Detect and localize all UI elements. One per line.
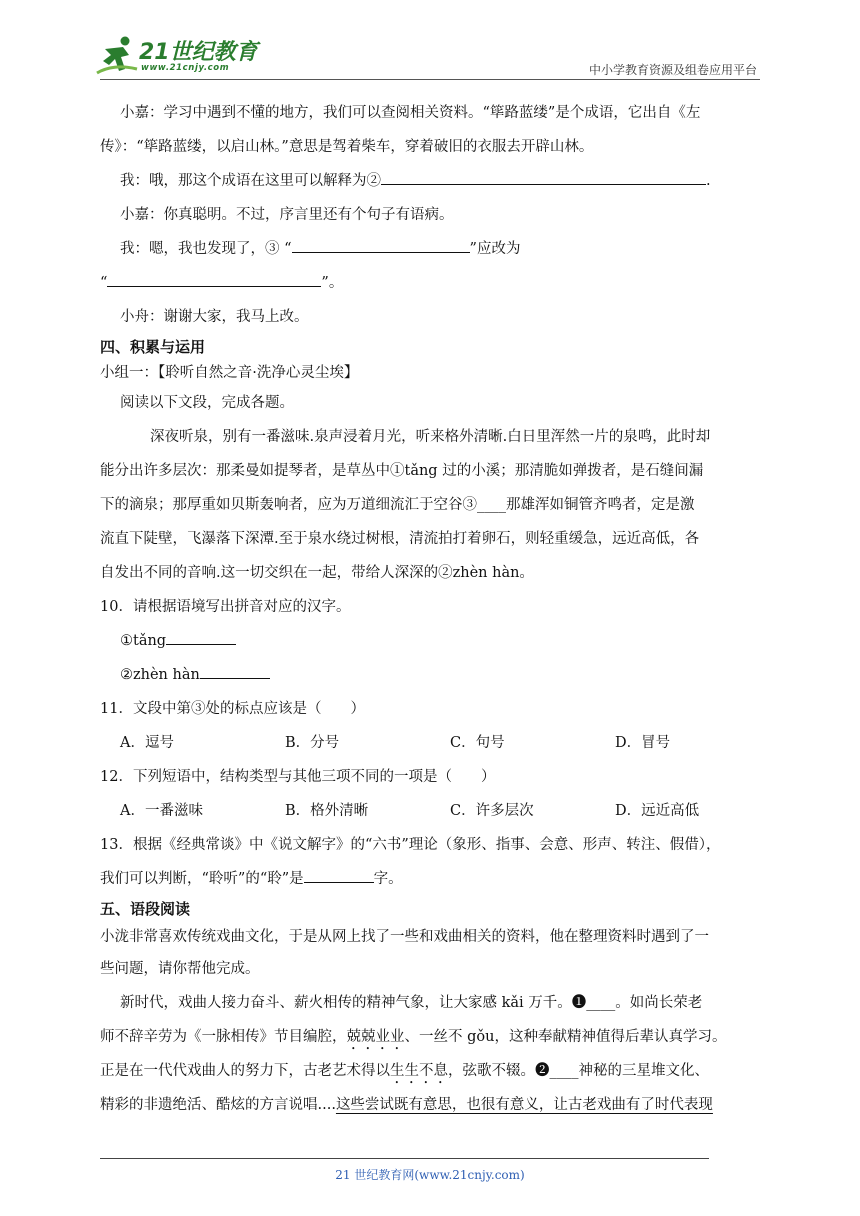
group-title: 小组一：【聆听自然之音·洗净心灵尘埃】: [100, 365, 359, 381]
dotted-word: 生生不息: [390, 1063, 448, 1079]
dialogue-line: 小嘉：你真聪明。不过，序言里还有个句子有语病。: [120, 207, 454, 223]
option-c[interactable]: C．许多层次: [450, 803, 534, 819]
footer-link[interactable]: 21 世纪教育网(www.21cnjy.com): [335, 1168, 525, 1182]
question-13: 13．根据《经典常谈》中《说文解字》的“六书”理论（象形、指事、会意、形声、转注、假借），: [100, 837, 721, 853]
passage-line: 深夜听泉，别有一番滋味.泉声浸着月光，听来格外清晰.白日里浑然一片的泉鸣，此时却: [150, 429, 711, 445]
question-12: 12．下列短语中，结构类型与其他三项不同的一项是（ ）: [100, 769, 496, 785]
instruction: 阅读以下文段，完成各题。: [120, 395, 294, 411]
passage-line: 自发出不同的音响.这一切交织在一起，带给人深深的②zhèn hàn。: [100, 565, 534, 581]
page-header: [0, 0, 860, 82]
underlined-sentence: 这些尝试既有意思，也很有意义，让古老戏曲有了时代表现: [335, 1097, 713, 1113]
passage-line: 流直下陡壁，飞瀑落下深潭.至于泉水绕过树根，清流拍打着卵石，则轻重缓急，远近高低，各: [100, 531, 700, 547]
answer-blank-liu-shu[interactable]: [304, 866, 374, 883]
passage-line: 师不辞辛劳为《一脉相传》节目编腔，兢兢业业、一丝不 gǒu，这种奉献精神值得后辈认真学习。: [100, 1029, 727, 1045]
logo-url: www.21cnjy.com: [141, 63, 230, 73]
option-b[interactable]: B．分号: [285, 735, 340, 751]
option-d[interactable]: D．远近高低: [615, 803, 700, 819]
option-d[interactable]: D．冒号: [615, 735, 671, 751]
q11-options: [100, 726, 765, 760]
answer-blank-3b[interactable]: [107, 270, 321, 287]
intro-line: 小泷非常喜欢传统戏曲文化，于是从网上找了一些和戏曲相关的资料，他在整理资料时遇到了一: [100, 929, 709, 945]
document-body: [100, 96, 765, 1122]
option-b[interactable]: B．格外清晰: [285, 803, 369, 819]
passage-line: 正是在一代代戏曲人的努力下，古老艺术得以生生不息，弦歌不辍。❷____神秘的三星堆文化、: [100, 1063, 709, 1079]
q10-item-2: ②zhèn hàn: [100, 658, 765, 692]
section-title-5: 五、语段阅读: [100, 900, 191, 918]
answer-blank-2[interactable]: [381, 168, 706, 185]
logo-text: 21世纪教育: [139, 40, 258, 65]
platform-name: 中小学教育资源及组卷应用平台: [588, 63, 757, 77]
q12-options: [100, 794, 765, 828]
runner-logo-icon: [95, 35, 139, 75]
answer-blank-tang[interactable]: [166, 628, 236, 645]
dialogue-line: 我：嗯，我也发现了，③ “ ”应改为: [100, 232, 765, 266]
question-11: 11．文段中第③处的标点应该是（ ）: [100, 701, 365, 717]
answer-blank-3a[interactable]: [292, 236, 470, 253]
passage-line: 新时代，戏曲人接力奋斗、薪火相传的精神气象，让大家感 kǎi 万千。❶____。如尚长荣老: [120, 995, 703, 1011]
footer-divider: [100, 1158, 709, 1159]
passage-line: 能分出许多层次：那柔曼如提琴者，是草丛中①tǎng 过的小溪；那清脆如弹拨者，是石缝间漏: [100, 463, 704, 479]
dialogue-line: 传》：“筚路蓝缕，以启山林。”意思是驾着柴车，穿着破旧的衣服去开辟山林。: [100, 139, 594, 155]
dotted-word: 兢兢业业: [346, 1029, 405, 1045]
dialogue-line: 小嘉：学习中遇到不懂的地方，我们可以查阅相关资料。“筚路蓝缕”是个成语，它出自《左: [120, 105, 701, 121]
passage-line: 下的滴泉；那厚重如贝斯轰响者，应为万道细流汇于空谷③____那雄浑如铜管齐鸣者，定是激: [100, 497, 695, 513]
option-a[interactable]: A．一番滋味: [120, 803, 203, 819]
site-logo[interactable]: [95, 35, 275, 77]
question-13-cont: 我们可以判断，“聆听”的“聆”是 字。: [100, 862, 765, 896]
section-title-4: 四、积累与运用: [100, 338, 206, 356]
dialogue-line: 我：哦，那这个成语在这里可以解释为② .: [100, 164, 765, 198]
intro-line: 些问题，请你帮他完成。: [100, 961, 260, 977]
q10-item-1: ①tǎng: [100, 624, 765, 658]
header-divider: [100, 79, 760, 80]
dialogue-line: 小舟：谢谢大家，我马上改。: [120, 309, 309, 325]
dialogue-line: “ ”。: [100, 266, 765, 300]
answer-blank-zhenhan[interactable]: [200, 662, 270, 679]
option-a[interactable]: A．逗号: [120, 735, 174, 751]
question-10: 10．请根据语境写出拼音对应的汉字。: [100, 599, 351, 615]
option-c[interactable]: C．句号: [450, 735, 505, 751]
passage-line: 精彩的非遗绝活、酷炫的方言说唱....这些尝试既有意思，也很有意义，让古老戏曲有了时代表现: [100, 1097, 713, 1113]
